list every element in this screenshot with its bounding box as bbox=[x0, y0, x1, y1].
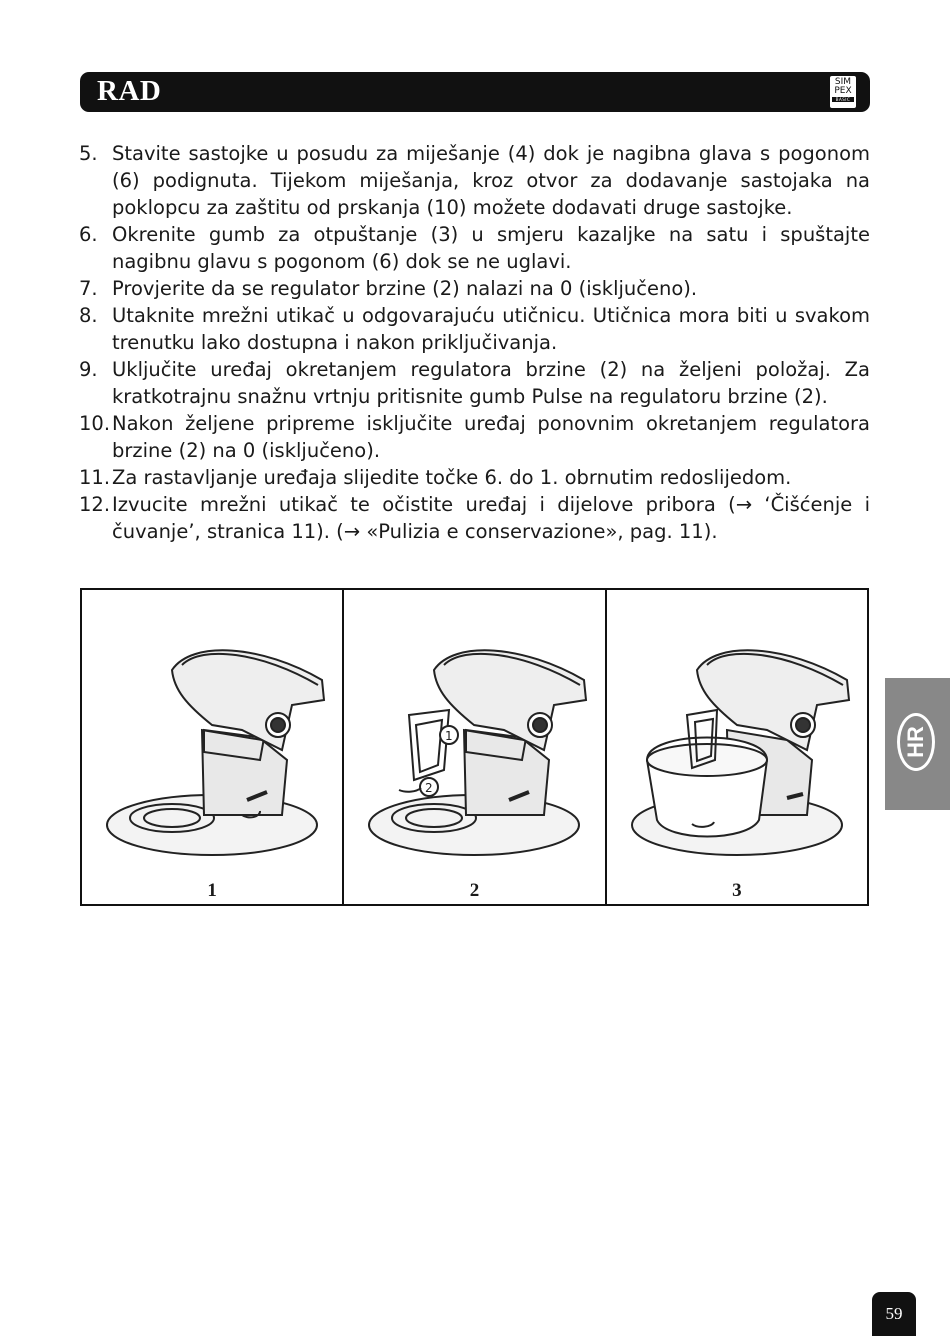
illustration-step-1 bbox=[82, 590, 344, 904]
instruction-number: 9. bbox=[79, 358, 98, 381]
instruction-item bbox=[79, 140, 870, 221]
instruction-text: Uključite uređaj okretanjem regulatora brzine (2) na željeni položaj. Za kratkotrajnu snažnu vrtnju pritisnite gumb Pulse na regulatoru brzine (2). bbox=[112, 358, 870, 408]
instruction-list bbox=[79, 140, 870, 545]
instruction-text: Provjerite da se regulator brzine (2) nalazi na 0 (isključeno). bbox=[112, 277, 698, 300]
illustration-label: 3 bbox=[732, 880, 742, 901]
instruction-number: 8. bbox=[79, 304, 98, 327]
instruction-item bbox=[79, 491, 870, 545]
brand-logo bbox=[830, 76, 856, 108]
illustration-step-2 bbox=[344, 590, 606, 904]
brand-logo-line1: SIM bbox=[834, 77, 852, 87]
brand-logo-line3: BASIC bbox=[832, 97, 854, 102]
stand-mixer-head-up-illustration bbox=[92, 610, 332, 870]
page-number: 59 bbox=[872, 1292, 916, 1336]
instruction-item bbox=[79, 464, 870, 491]
instruction-text: Nakon željene pripreme isključite uređaj ponovnim okretanjem regulatora brzine (2) na 0 (isključeno). bbox=[112, 412, 870, 462]
instruction-item bbox=[79, 356, 870, 410]
instruction-item bbox=[79, 221, 870, 275]
illustration-panel bbox=[80, 588, 869, 906]
stand-mixer-attach-tool-illustration bbox=[354, 610, 594, 870]
illustration-label: 1 bbox=[207, 880, 217, 901]
instruction-number: 5. bbox=[79, 142, 98, 165]
instruction-text: Izvucite mrežni utikač te očistite uređaj i dijelove pribora (→ ‘Čišćenje i čuvanje’, stranica 11). (→ «Pulizia e conservazione», pag. 11). bbox=[112, 493, 870, 543]
illustration-label: 2 bbox=[469, 880, 480, 901]
instruction-number: 6. bbox=[79, 223, 98, 246]
stand-mixer-with-bowl-illustration bbox=[617, 610, 857, 870]
instruction-number: 11. bbox=[79, 466, 111, 489]
illustration-step-3 bbox=[607, 590, 867, 904]
instruction-item bbox=[79, 275, 870, 302]
instruction-item bbox=[79, 302, 870, 356]
instruction-text: Za rastavljanje uređaja slijedite točke 6. do 1. obrnutim redoslijedom. bbox=[112, 466, 792, 489]
instruction-number: 10. bbox=[79, 412, 111, 435]
language-tab bbox=[885, 678, 950, 810]
instruction-text: Okrenite gumb za otpuštanje (3) u smjeru kazaljke na satu i spuštajte nagibnu glavu s pogonom (6) dok se ne uglavi. bbox=[112, 223, 870, 273]
brand-logo-line2: PEX bbox=[834, 86, 852, 96]
instruction-text: Utaknite mrežni utikač u odgovarajuću utičnicu. Utičnica mora biti u svakom trenutku lako dostupna i nakon priključivanja. bbox=[112, 304, 870, 354]
instruction-number: 7. bbox=[79, 277, 98, 300]
step-marker-1: 1 bbox=[445, 729, 453, 743]
instruction-number: 12. bbox=[79, 493, 111, 516]
section-header-bar bbox=[80, 72, 870, 112]
step-marker-2: 2 bbox=[425, 781, 433, 795]
instruction-item bbox=[79, 410, 870, 464]
instruction-text: Stavite sastojke u posudu za miješanje (4) dok je nagibna glava s pogonom (6) podignuta. Tijekom miješanja, kroz otvor za dodavanje sastojaka na poklopcu za zaštitu od prskanja (10) možete dodavati druge sastojke. bbox=[112, 142, 870, 219]
section-title: RAD bbox=[97, 75, 162, 107]
language-code: HR bbox=[903, 726, 928, 758]
